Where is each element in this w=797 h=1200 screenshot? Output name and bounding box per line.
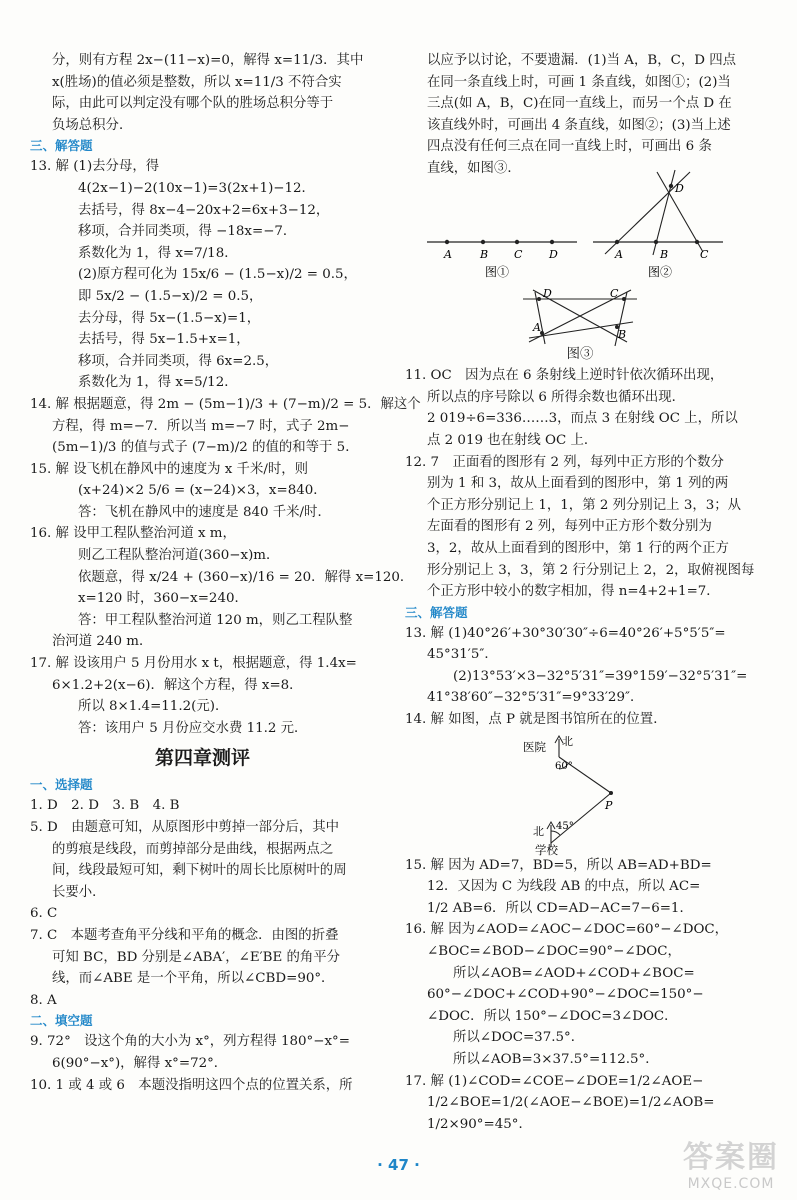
left-block-1 xyxy=(30,50,421,739)
text-line: 9. 72° 设这个角的大小为 x°，列方程得 180°−x°= xyxy=(30,1034,350,1050)
text-line: 可知 BC，BD 分别是∠ABA′，∠E′BE 的角平分 xyxy=(52,949,341,965)
section-heading: 二、填空题 xyxy=(30,1013,93,1029)
watermark-logo xyxy=(683,1132,779,1192)
text-line: 15. 解 因为 AD=7，BD=5，所以 AB=AD+BD= xyxy=(405,857,712,873)
text-line: 三点(如 A，B，C)在同一直线上，而另一个点 D 在 xyxy=(427,96,732,112)
text-line: 所以∠AOB=3×37.5°=112.5°． xyxy=(453,1052,659,1067)
text-line: 14. 解 如图，点 P 就是图书馆所在的位置． xyxy=(405,712,667,728)
text-line: 17. 解 设该用户 5 月份用水 x t，根据题意，得 1.4x= xyxy=(30,656,357,672)
text-line: 所以∠AOB=∠AOD+∠COD+∠BOC= xyxy=(453,965,695,981)
text-line: 间，线段最短可知，剩下树叶的周长比原树叶的周 xyxy=(52,863,347,879)
text-line: 左面看的图形有 2 列，每列中正方形个数分别为 xyxy=(427,519,712,535)
text-line: 该直线外时，可画出 4 条直线，如图②；(3)当上述 xyxy=(427,117,731,133)
fig2-point-b xyxy=(654,239,658,243)
right-column xyxy=(405,50,755,1135)
text-line: 去括号，得 5x−1.5+x=1， xyxy=(78,332,250,348)
fig1-point-a xyxy=(445,239,449,243)
angle-60-label: 60° xyxy=(555,760,573,772)
text-line: 负场总积分． xyxy=(52,117,133,133)
text-line: 1/2∠BOE=1/2(∠AOE−∠BOE)=1/2∠AOB= xyxy=(427,1095,715,1111)
text-line: 1/2×90°=45°． xyxy=(427,1116,532,1132)
section-heading: 一、选择题 xyxy=(30,777,93,793)
text-line: x=120 时，360−x=240． xyxy=(78,591,248,607)
text-line: 45°31′5″． xyxy=(427,647,498,663)
text-line: 依题意，得 x/24 + (360−x)/16 = 20．解得 x=120． xyxy=(78,569,414,585)
text-line: x(胜场)的值必须是整数，所以 x=11/3 不符合实 xyxy=(52,74,342,90)
fig1-label-a: A xyxy=(444,247,452,261)
fig2-point-a xyxy=(615,239,619,243)
fig1-label-c: C xyxy=(514,247,523,261)
text-line: 13. 解 (1)去分母，得 xyxy=(30,159,160,175)
figure-map xyxy=(405,731,755,855)
hospital-label: 医院 xyxy=(523,739,546,754)
right-block-2 xyxy=(405,365,755,731)
text-line: 分，则有方程 2x−(11−x)=0，解得 x=11/3．其中 xyxy=(52,53,364,68)
text-line: 别为 1 和 3，故从上面看到的图形中，第 1 列的两 xyxy=(427,476,729,492)
text-line: 线，而∠ABE 是一个平角，所以∠CBD=90°． xyxy=(52,971,335,987)
text-line: 41°38′60″−32°5′31″=9°33′29″． xyxy=(427,690,644,706)
left-block-2 xyxy=(30,775,375,1096)
text-line: 去括号，得 8x−4−20x+2=6x+3−12， xyxy=(78,202,330,218)
text-line: 即 5x/2 − (1.5−x)/2 = 0.5， xyxy=(78,288,263,304)
point-p-label: P xyxy=(605,798,613,812)
fig1-point-c xyxy=(515,239,519,243)
page-number: · 47 · xyxy=(377,1156,420,1174)
school-label: 学校 xyxy=(535,842,558,857)
text-line: 答：飞机在静风中的速度是 840 千米/时． xyxy=(78,504,331,520)
text-line: 16. 解 设甲工程队整治河道 x m， xyxy=(30,526,236,542)
line-figures-svg xyxy=(405,180,755,348)
fig1-point-b xyxy=(481,239,485,243)
watermark-text: 答案圈 xyxy=(683,1140,779,1175)
hospital-north-label: 北 xyxy=(562,734,573,748)
fig1-label-d: D xyxy=(549,247,558,261)
text-line: 3，2，故从上面看到的图形中，第 1 行的两个正方 xyxy=(427,540,729,556)
fig1-point-d xyxy=(550,239,554,243)
text-line: 个正方形分别记上 1，1，第 2 列分别记上 3，3；从 xyxy=(427,497,742,513)
text-line: 去分母，得 5x−(1.5−x)=1， xyxy=(78,310,261,326)
fig2-label-c: C xyxy=(700,247,709,261)
text-line: (2)13°53′×3−32°5′31″=39°159′−32°5′31″= xyxy=(453,668,748,684)
text-line: 方程，得 m=−7．所以当 m=−7 时，式子 2m− xyxy=(52,418,350,434)
angle-45-label: 45° xyxy=(556,820,574,832)
text-line: 12．又因为 C 为线段 AB 的中点，所以 AC= xyxy=(427,879,701,895)
text-line: 6. C xyxy=(30,906,58,922)
fig3-label-b: B xyxy=(618,327,627,341)
text-line: 移项，合并同类项，得 −18x=−7． xyxy=(78,224,297,240)
chapter-title: 第四章测评 xyxy=(154,747,250,770)
fig2-point-d xyxy=(669,183,673,187)
fig3-caption: 图③ xyxy=(566,346,594,362)
text-line: 14. 解 根据题意，得 2m − (5m−1)/3 + (7−m)/2 = 5．解这个 xyxy=(30,396,421,412)
text-line: 系数化为 1，得 x=5/12． xyxy=(78,375,238,391)
text-line: 1. D 2. D 3. B 4. B xyxy=(30,798,180,814)
right-block-3 xyxy=(405,855,755,1136)
text-line: 则乙工程队整治河道(360−x)m． xyxy=(78,548,280,564)
text-line: 的剪痕是线段，而剪掉部分是曲线，根据两点之 xyxy=(52,841,334,857)
text-line: ∠DOC．所以 150°−∠DOC=3∠DOC． xyxy=(427,1008,678,1024)
text-line: 所以∠DOC=37.5°． xyxy=(453,1030,585,1046)
text-line: 个正方形中较小的数字相加，得 n=4+2+1=7． xyxy=(427,584,720,600)
text-line: 所以点的序号除以 6 所得余数也循环出现． xyxy=(427,389,686,405)
text-line: 7. C 本题考查角平分线和平角的概念．由图的折叠 xyxy=(30,927,339,943)
text-line: 答：甲工程队整治河道 120 m，则乙工程队整 xyxy=(78,612,353,628)
text-line: 直线，如图③． xyxy=(427,160,521,176)
school-north-label: 北 xyxy=(533,824,544,838)
text-line: 长要小． xyxy=(52,884,106,900)
fig3-label-c: C xyxy=(610,286,619,300)
text-line: 4(2x−1)−2(10x−1)=3(2x+1)−12． xyxy=(78,180,315,196)
fig3-label-d: D xyxy=(543,286,552,300)
fig1-label-b: B xyxy=(480,247,489,261)
line-school-p xyxy=(551,793,611,843)
text-line: 1/2 AB=6．所以 CD=AD−AC=7−6=1． xyxy=(427,900,693,916)
text-line: 5. D 由题意可知，从原图形中剪掉一部分后，其中 xyxy=(30,820,339,835)
text-line: 移项，合并同类项，得 6x=2.5， xyxy=(78,353,279,369)
text-line: 在同一条直线上时，可画 1 条直线，如图①；(2)当 xyxy=(427,74,731,90)
right-block-1 xyxy=(405,50,755,180)
text-line: 6×1.2+2(x−6)．解这个方程，得 x=8． xyxy=(52,677,303,693)
fig2-caption: 图② xyxy=(648,264,673,279)
figure-lines xyxy=(405,180,755,348)
text-line: 16. 解 因为∠AOD=∠AOC−∠DOC=60°−∠DOC， xyxy=(405,922,729,938)
map-svg xyxy=(405,731,755,855)
text-line: 8. A xyxy=(30,992,57,1008)
text-line: 际，由此可以判定没有哪个队的胜场总积分等于 xyxy=(52,96,334,112)
text-line: 6(90°−x°)，解得 x°=72°． xyxy=(52,1055,228,1071)
text-line: 所以 8×1.4=11.2(元)． xyxy=(78,699,229,715)
text-line: (5m−1)/3 的值与式子 (7−m)/2 的值的和等于 5． xyxy=(52,440,359,456)
text-line: 以应予以讨论，不要遗漏．(1)当 A，B，C，D 四点 xyxy=(427,53,737,68)
fig2-label-d: D xyxy=(675,181,684,195)
text-line: 10. 1 或 4 或 6 本题没指明这四个点的位置关系，所 xyxy=(30,1077,353,1093)
left-column xyxy=(30,50,421,1096)
text-line: 13. 解 (1)40°26′+30°30′30″÷6=40°26′+5°5′5″= xyxy=(405,625,726,641)
section-heading: 三、解答题 xyxy=(405,604,468,620)
text-line: 2 019÷6=336……3，而点 3 在射线 OC 上，所以 xyxy=(427,411,738,427)
text-line: 12. 7 正面看的图形有 2 列，每列中正方形的个数分 xyxy=(405,454,724,470)
text-line: 15. 解 设飞机在静风中的速度为 x 千米/时，则 xyxy=(30,461,309,477)
fig3-point-c xyxy=(622,297,626,301)
text-line: 系数化为 1，得 x=7/18． xyxy=(78,245,238,261)
fig2-label-a: A xyxy=(615,247,623,261)
text-line: 60°−∠DOC+∠COD+90°−∠DOC=150°− xyxy=(427,987,704,1003)
text-line: 点 2 019 也在射线 OC 上． xyxy=(427,432,598,448)
fig1-caption: 图① xyxy=(485,264,510,279)
line-hospital-p xyxy=(559,757,611,793)
fig2-label-b: B xyxy=(660,247,669,261)
text-line: 形分别记上 3，3，第 2 行分别记上 2，2，取俯视图每 xyxy=(427,562,755,578)
text-line: 治河道 240 m． xyxy=(52,634,153,650)
fig2-point-c xyxy=(695,239,699,243)
watermark-url: MXQE.COM xyxy=(687,1176,775,1192)
text-line: 答：该用户 5 月份应交水费 11.2 元． xyxy=(78,720,308,736)
text-line: 17. 解 (1)∠COD=∠COE−∠DOE=1/2∠AOE− xyxy=(405,1073,704,1089)
text-line: (2)原方程可化为 15x/6 − (1.5−x)/2 = 0.5， xyxy=(78,267,357,283)
fig3-point-d xyxy=(537,297,541,301)
text-line: 11. OC 因为点在 6 条射线上逆时针依次循环出现， xyxy=(405,368,724,384)
section-heading: 三、解答题 xyxy=(30,138,93,154)
text-line: (x+24)×2 5/6 = (x−24)×3，x=840． xyxy=(78,483,327,499)
text-line: 四点没有任何三点在同一直线上时，可画出 6 条 xyxy=(427,139,712,155)
fig3-label-a: A xyxy=(533,320,541,334)
text-line: ∠BOC=∠BOD−∠DOC=90°−∠DOC， xyxy=(427,944,681,960)
